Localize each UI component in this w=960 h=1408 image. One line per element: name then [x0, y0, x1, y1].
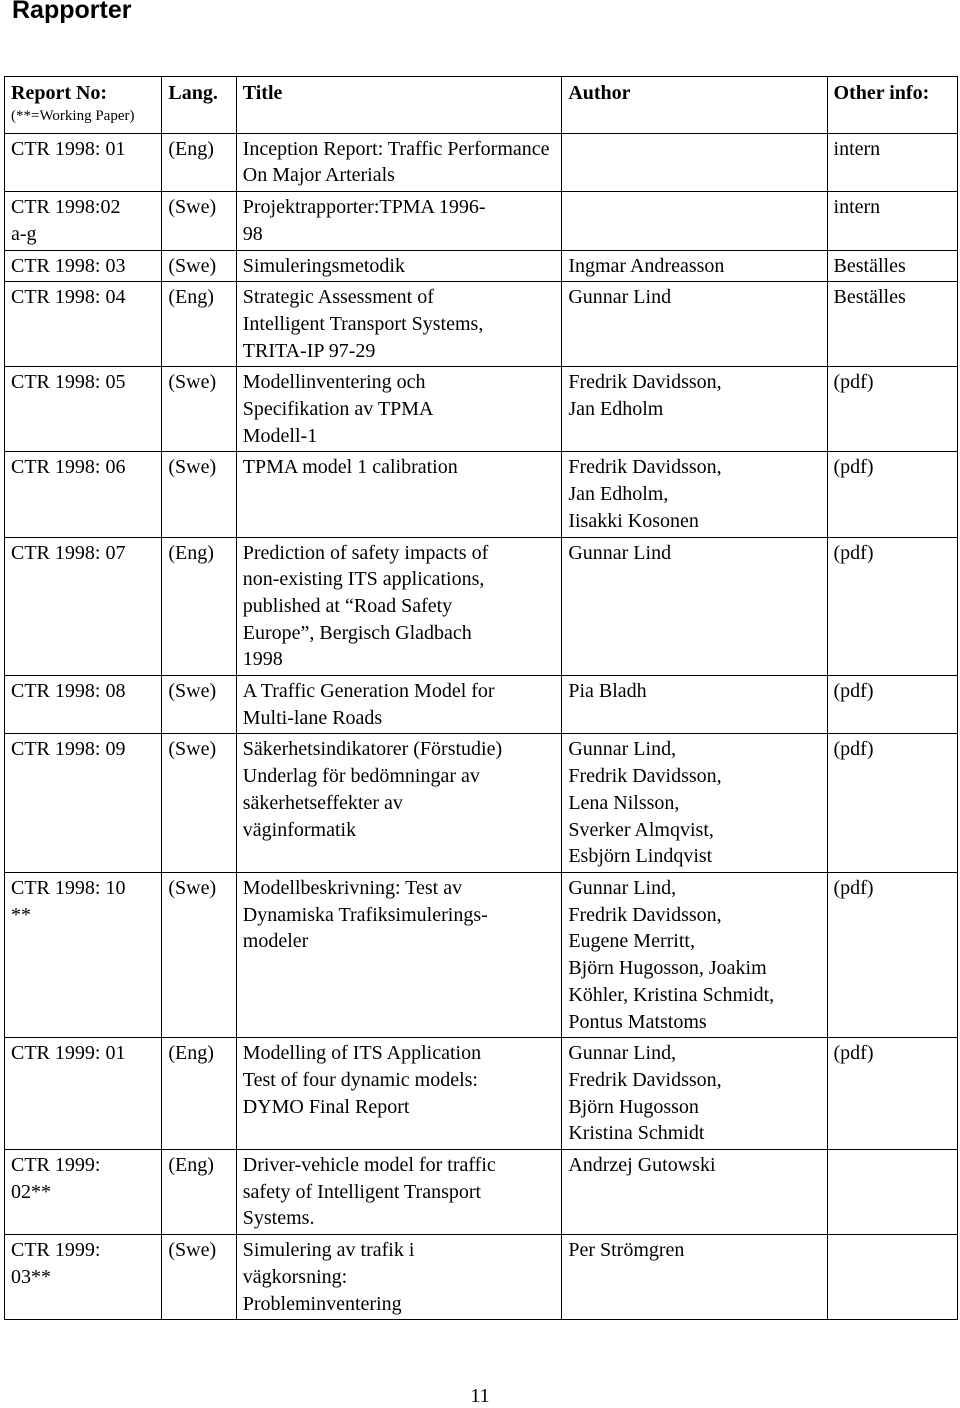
report-number-cell: CTR 1998: 01: [5, 133, 162, 191]
author-cell: Andrzej Gutowski: [562, 1150, 827, 1235]
title-cell: Modellinventering och Specifikation av TPMA Modell-1: [236, 367, 562, 452]
other-info-cell: [827, 1150, 957, 1235]
author-cell: Fredrik Davidsson, Jan Edholm, Iisakki Kosonen: [562, 452, 827, 537]
language-cell: (Swe): [162, 250, 236, 282]
table-row: [5, 133, 958, 191]
title-cell: A Traffic Generation Model for Multi-lane Roads: [236, 676, 562, 734]
report-number-cell: CTR 1998:02 a-g: [5, 192, 162, 250]
header-other-info: Other info:: [827, 77, 957, 134]
other-info-cell: (pdf): [827, 872, 957, 1037]
page-number: 11: [470, 1385, 490, 1407]
title-cell: Simuleringsmetodik: [236, 250, 562, 282]
other-info-cell: (pdf): [827, 676, 957, 734]
table-row: [5, 676, 958, 734]
header-author: Author: [562, 77, 827, 134]
report-number-cell: CTR 1998: 06: [5, 452, 162, 537]
report-number-cell: CTR 1999: 03**: [5, 1235, 162, 1320]
other-info-cell: (pdf): [827, 452, 957, 537]
title-cell: Prediction of safety impacts of non-existing ITS applications, published at “Road Safety Europe”, Bergisch Gladbach 1998: [236, 537, 562, 676]
table-row: [5, 1038, 958, 1150]
report-number-cell: CTR 1999: 02**: [5, 1150, 162, 1235]
table-row: [5, 537, 958, 676]
title-cell: TPMA model 1 calibration: [236, 452, 562, 537]
report-number-cell: CTR 1998: 09: [5, 734, 162, 873]
table-row: [5, 1150, 958, 1235]
table-row: [5, 452, 958, 537]
language-cell: (Eng): [162, 1038, 236, 1150]
author-cell: Fredrik Davidsson, Jan Edholm: [562, 367, 827, 452]
language-cell: (Swe): [162, 1235, 236, 1320]
other-info-cell: [827, 1235, 957, 1320]
author-cell: [562, 192, 827, 250]
page-title: Rapporter: [12, 0, 132, 24]
table-row: [5, 192, 958, 250]
title-cell: Simulering av trafik i vägkorsning: Probleminventering: [236, 1235, 562, 1320]
title-cell: Modellbeskrivning: Test av Dynamiska Trafiksimulerings- modeler: [236, 872, 562, 1037]
title-cell: Inception Report: Traffic Performance On Major Arterials: [236, 133, 562, 191]
report-number-cell: CTR 1998: 08: [5, 676, 162, 734]
language-cell: (Swe): [162, 367, 236, 452]
language-cell: (Swe): [162, 872, 236, 1037]
language-cell: (Swe): [162, 192, 236, 250]
language-cell: (Eng): [162, 282, 236, 367]
language-cell: (Swe): [162, 452, 236, 537]
author-cell: Gunnar Lind, Fredrik Davidsson, Lena Nilsson, Sverker Almqvist, Esbjörn Lindqvist: [562, 734, 827, 873]
other-info-cell: Beställes: [827, 250, 957, 282]
language-cell: (Eng): [162, 537, 236, 676]
language-cell: (Swe): [162, 734, 236, 873]
report-number-cell: CTR 1998: 05: [5, 367, 162, 452]
header-report-no-note: (**=Working Paper): [11, 107, 135, 124]
header-report-no: Report No: (**=Working Paper): [5, 77, 162, 134]
author-cell: Gunnar Lind: [562, 537, 827, 676]
table-row: [5, 1235, 958, 1320]
header-lang: Lang.: [162, 77, 236, 134]
other-info-cell: (pdf): [827, 1038, 957, 1150]
title-cell: Strategic Assessment of Intelligent Transport Systems, TRITA-IP 97-29: [236, 282, 562, 367]
other-info-cell: (pdf): [827, 367, 957, 452]
report-number-cell: CTR 1999: 01: [5, 1038, 162, 1150]
title-cell: Modelling of ITS Application Test of four dynamic models: DYMO Final Report: [236, 1038, 562, 1150]
table-row: [5, 734, 958, 873]
title-cell: Säkerhetsindikatorer (Förstudie) Underlag för bedömningar av säkerhetseffekter av väginformatik: [236, 734, 562, 873]
other-info-cell: Beställes: [827, 282, 957, 367]
title-cell: Driver-vehicle model for traffic safety of Intelligent Transport Systems.: [236, 1150, 562, 1235]
language-cell: (Eng): [162, 133, 236, 191]
author-cell: Gunnar Lind, Fredrik Davidsson, Eugene Merritt, Björn Hugosson, Joakim Köhler, Kristina Schmidt, Pontus Matstoms: [562, 872, 827, 1037]
other-info-cell: (pdf): [827, 734, 957, 873]
author-cell: Ingmar Andreasson: [562, 250, 827, 282]
report-number-cell: CTR 1998: 10 **: [5, 872, 162, 1037]
report-number-cell: CTR 1998: 03: [5, 250, 162, 282]
title-cell: Projektrapporter:TPMA 1996- 98: [236, 192, 562, 250]
table-row: [5, 367, 958, 452]
table-row: [5, 250, 958, 282]
language-cell: (Swe): [162, 676, 236, 734]
header-row: [5, 77, 958, 134]
author-cell: [562, 133, 827, 191]
reports-table: [4, 76, 958, 1320]
author-cell: Gunnar Lind: [562, 282, 827, 367]
author-cell: Per Strömgren: [562, 1235, 827, 1320]
other-info-cell: intern: [827, 133, 957, 191]
language-cell: (Eng): [162, 1150, 236, 1235]
table-row: [5, 872, 958, 1037]
report-number-cell: CTR 1998: 07: [5, 537, 162, 676]
other-info-cell: intern: [827, 192, 957, 250]
report-number-cell: CTR 1998: 04: [5, 282, 162, 367]
author-cell: Gunnar Lind, Fredrik Davidsson, Björn Hugosson Kristina Schmidt: [562, 1038, 827, 1150]
table-row: [5, 282, 958, 367]
author-cell: Pia Bladh: [562, 676, 827, 734]
other-info-cell: (pdf): [827, 537, 957, 676]
header-title: Title: [236, 77, 562, 134]
